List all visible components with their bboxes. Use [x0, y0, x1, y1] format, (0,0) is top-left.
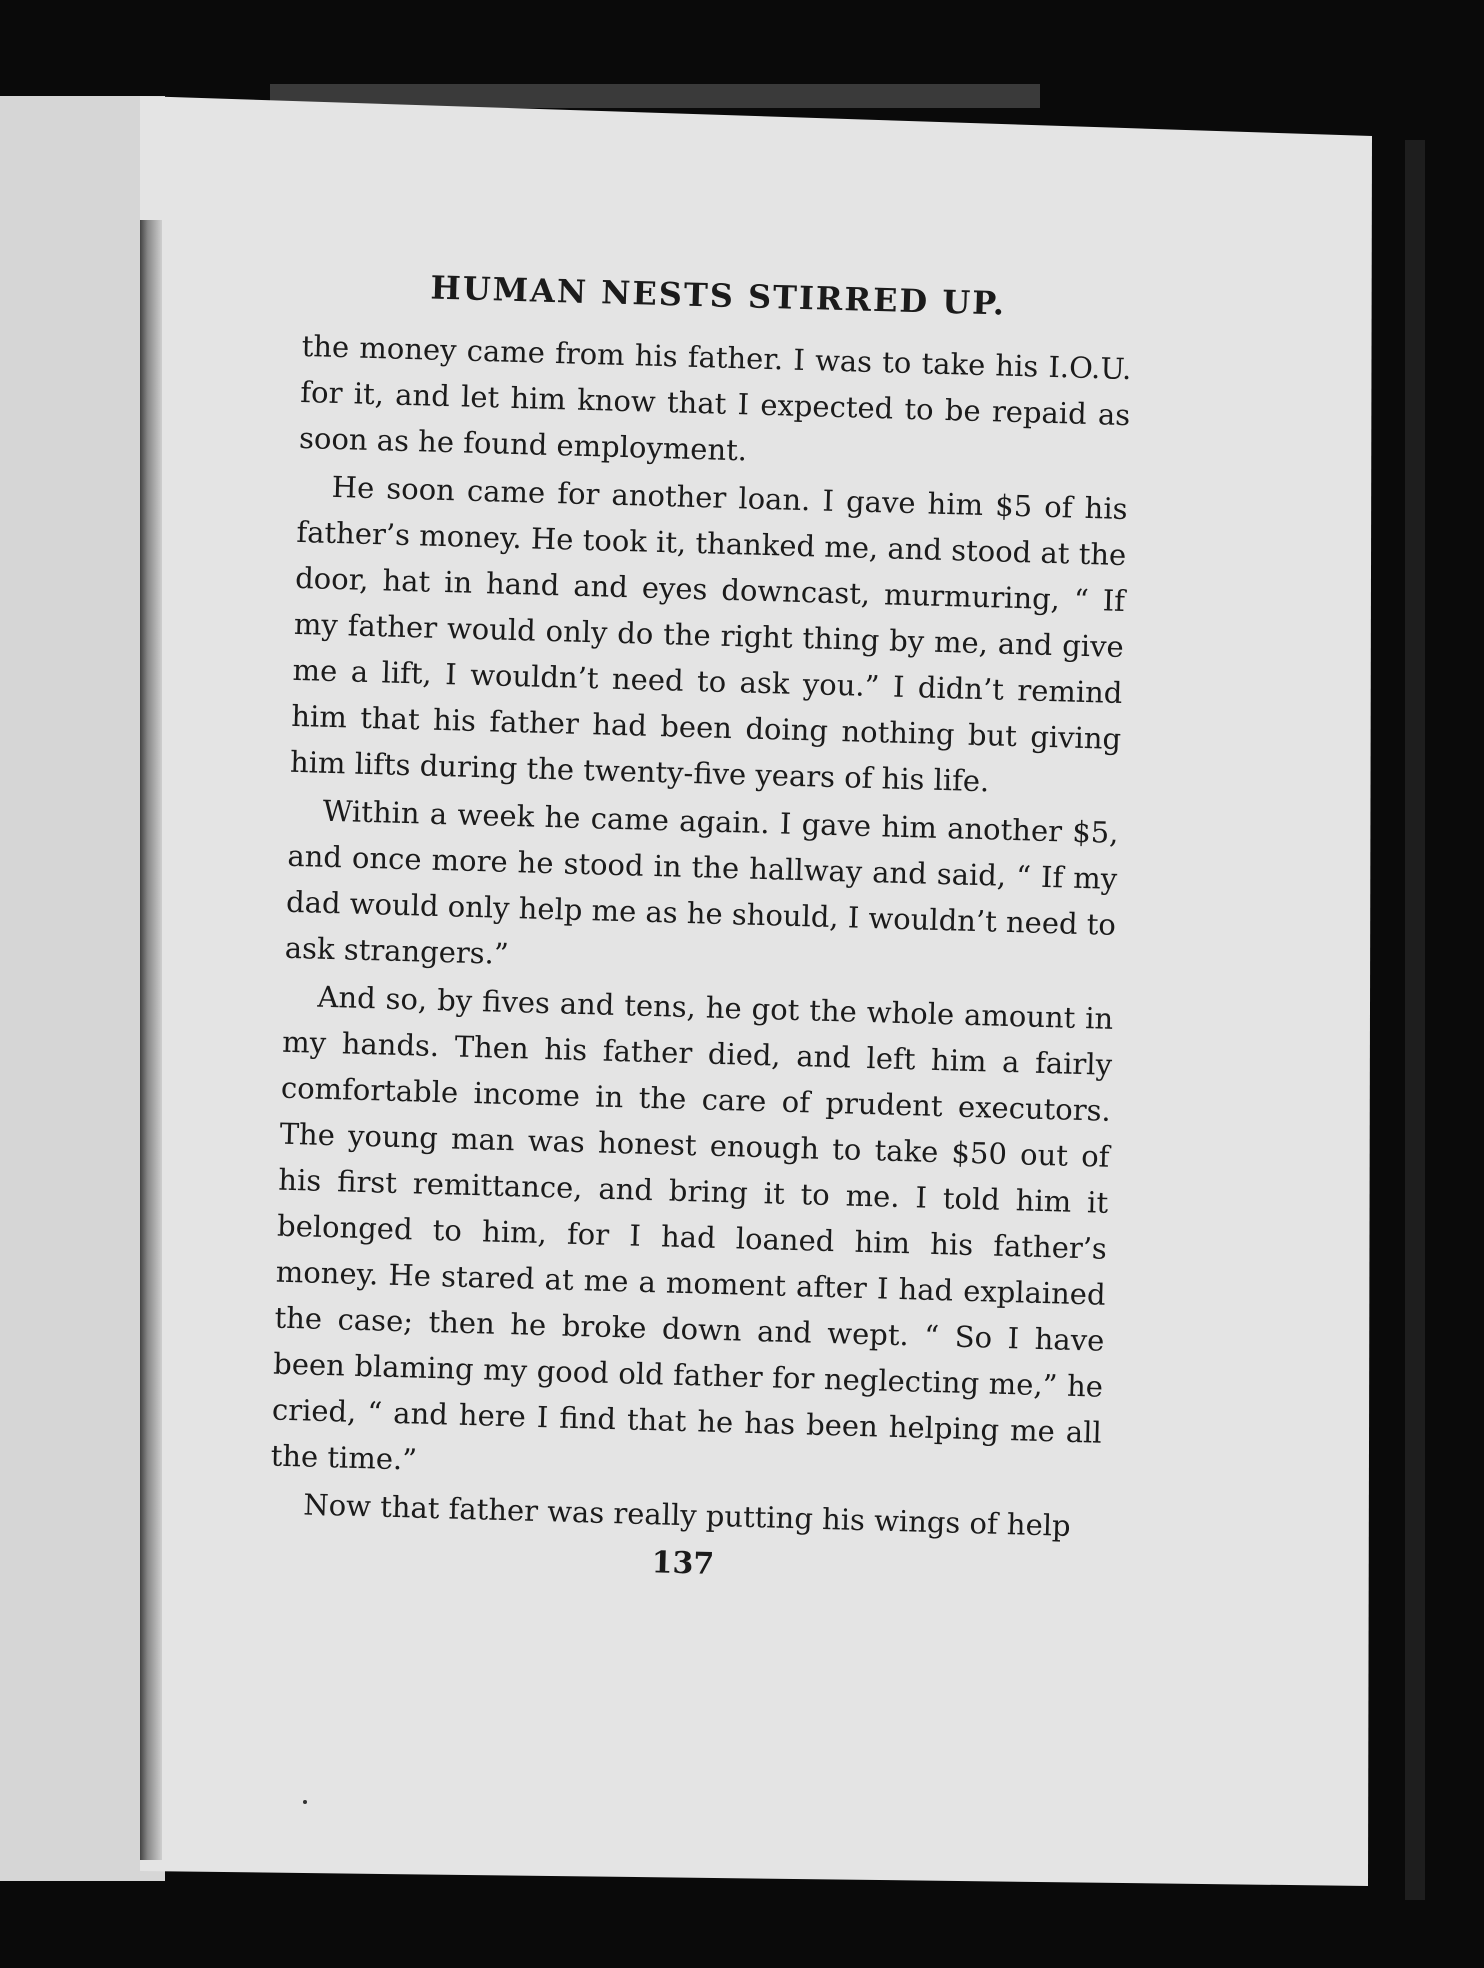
paragraph: He soon came for another loan. I gave him $5 of his father’s money. He took it, thanked me, and stood at the door, hat in hand and eyes downcast, murmuring, “ If my father would only do the right thing by me, and give me a lift, I wouldn’t need to ask you.” I didn’t remind him that his father had been doing nothing but giving him lifts during the twenty-five years of his life. [289, 469, 1128, 799]
paragraph-continuation: the money came from his father. I was to take his I.O.U. for it, and let him know that I expected to be repaid as soon as he found employment. [298, 328, 1132, 468]
paragraph: And so, by fives and tens, he got the whole amount in my hands. Then his father died, and left him a fairly comfortable income in the care of prudent executors. The young man was honest enough to take $50 out of his first remittance, and bring it to me. I told him it belonged to him, for I had loaned him his father’s money. He stared at me a moment after I had explained the case; then he broke down and wept. “ So I have been blaming my good old father for neglecting me,” he cried, “ and here I find that he has been helping me all the time.” [270, 979, 1114, 1477]
running-head: HUMAN NESTS STIRRED UP. [429, 268, 1007, 323]
page-number: 137 [651, 1545, 715, 1582]
paragraph: Now that father was really putting his wings of help [302, 1487, 1072, 1543]
paragraph: Within a week he came again. I gave him another $5, and once more he stood in the hallway and said, “ If my dad would only help me as he should, I wouldn’t need to ask strangers.” [284, 793, 1119, 971]
right-page-edge [1405, 140, 1425, 1900]
scan-speck [303, 1800, 307, 1804]
book-binding-gutter [140, 220, 162, 1860]
page-text-block [268, 265, 1134, 1593]
